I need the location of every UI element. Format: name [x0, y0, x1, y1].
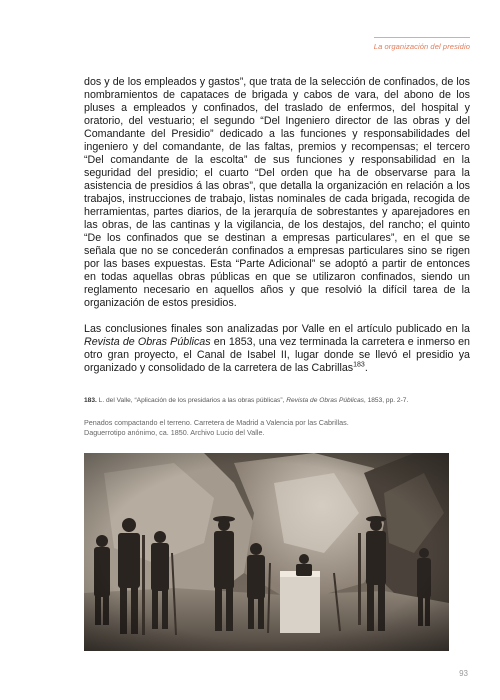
body-text — [84, 76, 470, 375]
paragraph-2-text-a: Las conclusiones finales son analizadas por Valle en el artículo publicado en la — [84, 323, 470, 335]
photo-caption — [84, 418, 384, 437]
journal-title: Revista de Obras Públicas — [84, 336, 211, 348]
paragraph-2-text-b: en 1853, una vez terminada la carretera e inmerso en otro gran proyecto, el Canal de Isabel II, lugar donde se llevó el presidio ya organizado y consolidado de la carretera de las Cabrillas — [84, 336, 470, 374]
caption-line-1: Penados compactando el terreno. Carretera de Madrid a Valencia por las Cabrillas. — [84, 418, 349, 427]
paragraph-1: dos y de los empleados y gastos”, que trata de la selección de confinados, de los nombramientos de capataces de brigada y cabos de vara, del abono de los pluses a empleados y confinados, del traslado de enfermos, del hospital y oratorio, del vestuario; el segundo “Del Ingeniero director de las obras y del Comandante del Presidio” dedicado a las funciones y responsabilidades del ingeniero y del comandante, de las faltas, premios y recompensas; el tercero “Del comandante de la escolta” de sus funciones y responsabilidad en la seguridad del presidio; el cuarto “Del orden que ha de observarse para la asistencia de presidios á las obras”, que detalla la organización en relación a los trabajos, instrucciones de trabajo, listas nominales de cada brigada, recogida de herramientas, partes diarios, de la jerarquía de sobrestantes y aparejadores en las obras, de las cantinas y la vigilancia, de los destajos, del rancho; el quinto “De los confinados que se destinan a empresas particulares”, en el que se señala que no se concederán confinados a empresas particulares sino se rigen por las bases expuestas. Esta “Parte Adicional” se adoptó a partir de entonces en todas aquellas obras públicas en que se utilizaron confinados, siendo un reglamento necesario en aquellos años y que resolvió la difícil tarea de la organización de estos presidios. — [84, 76, 470, 309]
caption-line-2: Daguerrotipo anónimo, ca. 1850. Archivo Lucio del Valle. — [84, 427, 265, 437]
footnote-text: L. del Valle, “Aplicación de los presidarios a las obras públicas”, — [96, 397, 287, 404]
footnote-number: 183. — [84, 397, 97, 404]
footnote-reference[interactable]: 183 — [353, 361, 365, 369]
running-head: La organización del presidio — [373, 42, 470, 51]
header-rule — [374, 37, 470, 38]
paragraph-2-end: . — [364, 362, 368, 374]
footnote-journal: Revista de Obras Públicas — [286, 397, 364, 404]
daguerreotype-photo — [84, 453, 449, 651]
footnote-rest: , 1853, pp. 2-7. — [363, 397, 409, 404]
footnote — [84, 396, 470, 405]
photo-illustration — [84, 453, 449, 651]
paragraph-2 — [84, 323, 470, 375]
page-number: 93 — [459, 669, 468, 678]
